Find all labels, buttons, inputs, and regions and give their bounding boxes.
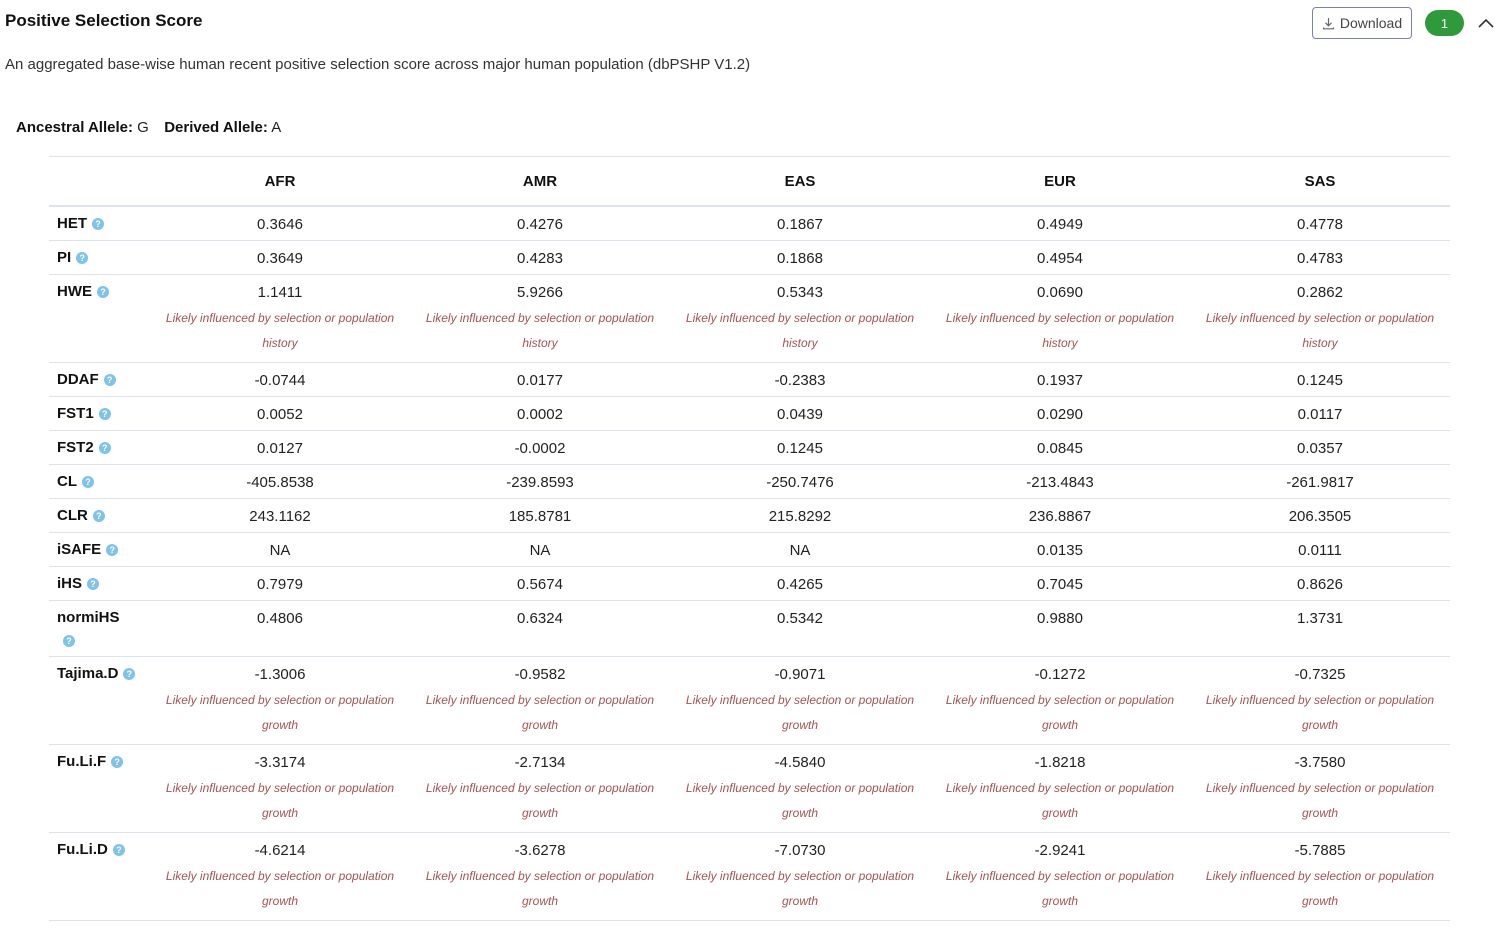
score-value: 5.9266 xyxy=(517,284,563,301)
score-cell xyxy=(1190,363,1450,397)
score-value: 0.8626 xyxy=(1297,576,1343,593)
score-cell xyxy=(930,657,1190,745)
help-icon[interactable]: ? xyxy=(99,408,111,420)
score-value: -3.7580 xyxy=(1294,754,1346,771)
help-icon[interactable]: ? xyxy=(113,844,125,856)
help-icon[interactable]: ? xyxy=(99,442,111,454)
interpretation-note: Likely influenced by selection or population history xyxy=(685,311,915,350)
interpretation-note: Likely influenced by selection or population growth xyxy=(1205,781,1435,820)
score-value: -5.7885 xyxy=(1294,842,1346,859)
score-cell xyxy=(670,465,930,499)
score-cell xyxy=(670,745,930,833)
score-value: 0.5674 xyxy=(517,576,563,593)
score-cell xyxy=(410,241,670,275)
interpretation-note: Likely influenced by selection or population growth xyxy=(945,781,1175,820)
score-cell xyxy=(1190,206,1450,241)
score-cell xyxy=(670,275,930,363)
score-value: 1.1411 xyxy=(257,284,303,301)
score-value: 0.4778 xyxy=(1297,216,1343,233)
score-value: -2.9241 xyxy=(1034,842,1086,859)
metric-cell xyxy=(49,833,150,921)
derived-allele-value: A xyxy=(271,119,282,136)
metric-cell xyxy=(49,431,150,465)
column-header: SAS xyxy=(1190,157,1450,207)
metric-name: iHS xyxy=(57,575,83,592)
score-value: 0.0439 xyxy=(777,406,823,423)
help-icon[interactable]: ? xyxy=(92,218,104,230)
score-cell xyxy=(670,397,930,431)
metric-name: iSAFE xyxy=(57,541,102,558)
ancestral-allele-label: Ancestral Allele: xyxy=(16,119,133,136)
interpretation-note: Likely influenced by selection or population history xyxy=(945,311,1175,350)
metric-cell xyxy=(49,206,150,241)
selection-score-table xyxy=(49,156,1450,921)
score-cell xyxy=(930,431,1190,465)
page-description: An aggregated base-wise human recent positive selection score across major human population (dbPSHP V1.2) xyxy=(5,56,751,73)
metric-name: HWE xyxy=(57,283,92,300)
download-label: Download xyxy=(1339,15,1403,31)
score-cell xyxy=(150,431,410,465)
score-value: 0.0845 xyxy=(1037,440,1083,457)
score-value: 0.1867 xyxy=(777,216,823,233)
metric-name: normiHS xyxy=(57,609,120,626)
score-cell xyxy=(150,241,410,275)
score-value: 0.5342 xyxy=(777,610,823,627)
score-value: 215.8292 xyxy=(768,508,832,525)
score-value: -239.8593 xyxy=(506,474,574,491)
column-header: AFR xyxy=(150,157,410,207)
score-value: -0.9582 xyxy=(514,666,566,683)
score-value: 0.7045 xyxy=(1037,576,1083,593)
score-value: 236.8867 xyxy=(1028,508,1092,525)
score-cell xyxy=(150,363,410,397)
score-cell xyxy=(930,397,1190,431)
score-cell xyxy=(150,206,410,241)
score-cell xyxy=(410,533,670,567)
score-value: -0.1272 xyxy=(1034,666,1086,683)
metric-cell xyxy=(49,465,150,499)
score-cell xyxy=(410,745,670,833)
score-value: 0.0002 xyxy=(517,406,563,423)
column-header-metric xyxy=(49,157,150,207)
score-cell xyxy=(670,601,930,657)
table-row xyxy=(49,499,1450,533)
score-value: 0.4265 xyxy=(777,576,823,593)
score-cell xyxy=(930,465,1190,499)
help-icon[interactable]: ? xyxy=(111,756,123,768)
table-row xyxy=(49,241,1450,275)
score-cell xyxy=(1190,241,1450,275)
score-cell xyxy=(670,567,930,601)
score-value: 0.9880 xyxy=(1037,610,1083,627)
score-cell xyxy=(150,533,410,567)
score-cell xyxy=(1190,833,1450,921)
score-value: 0.4949 xyxy=(1037,216,1083,233)
score-cell xyxy=(930,745,1190,833)
table-row xyxy=(49,833,1450,921)
metric-cell xyxy=(49,241,150,275)
score-cell xyxy=(930,833,1190,921)
table-row xyxy=(49,657,1450,745)
score-cell xyxy=(930,567,1190,601)
table-row xyxy=(49,431,1450,465)
score-value: 0.0111 xyxy=(1298,542,1342,559)
interpretation-note: Likely influenced by selection or population growth xyxy=(165,781,395,820)
table-row xyxy=(49,745,1450,833)
column-header: EAS xyxy=(670,157,930,207)
score-cell xyxy=(150,567,410,601)
metric-cell xyxy=(49,567,150,601)
score-value: 0.2862 xyxy=(1297,284,1343,301)
metric-cell xyxy=(49,745,150,833)
metric-cell xyxy=(49,363,150,397)
help-icon[interactable]: ? xyxy=(123,668,135,680)
score-cell xyxy=(1190,431,1450,465)
score-value: -3.6278 xyxy=(514,842,566,859)
metric-name: Tajima.D xyxy=(57,665,119,682)
interpretation-note: Likely influenced by selection or population growth xyxy=(945,693,1175,732)
score-cell xyxy=(1190,465,1450,499)
score-cell xyxy=(930,533,1190,567)
score-cell xyxy=(930,601,1190,657)
score-cell xyxy=(1190,657,1450,745)
score-cell xyxy=(1190,499,1450,533)
score-cell xyxy=(410,275,670,363)
score-value: 0.3646 xyxy=(257,216,303,233)
table-row xyxy=(49,275,1450,363)
help-icon[interactable]: ? xyxy=(97,286,109,298)
score-value: -0.0002 xyxy=(514,440,566,457)
table-row xyxy=(49,533,1450,567)
score-value: 0.0177 xyxy=(517,372,563,389)
score-cell xyxy=(930,241,1190,275)
metric-cell xyxy=(49,601,150,657)
score-value: 0.1937 xyxy=(1037,372,1083,389)
score-cell xyxy=(670,499,930,533)
score-value: -0.7325 xyxy=(1294,666,1346,683)
help-icon[interactable]: ? xyxy=(76,252,88,264)
score-cell xyxy=(930,275,1190,363)
table-row xyxy=(49,206,1450,241)
score-cell xyxy=(410,833,670,921)
score-value: -7.0730 xyxy=(774,842,826,859)
interpretation-note: Likely influenced by selection or population growth xyxy=(165,869,395,908)
score-cell xyxy=(150,833,410,921)
interpretation-note: Likely influenced by selection or population growth xyxy=(425,781,655,820)
metric-name: PI xyxy=(57,249,72,266)
metric-cell xyxy=(49,499,150,533)
score-cell xyxy=(670,533,930,567)
score-cell xyxy=(1190,397,1450,431)
score-value: 0.7979 xyxy=(257,576,303,593)
score-value: -0.2383 xyxy=(774,372,826,389)
score-value: -0.9071 xyxy=(774,666,826,683)
interpretation-note: Likely influenced by selection or population history xyxy=(165,311,395,350)
download-button[interactable] xyxy=(1312,7,1412,39)
count-badge: 1 xyxy=(1425,10,1464,36)
score-cell xyxy=(1190,567,1450,601)
table-row xyxy=(49,601,1450,657)
metric-name: DDAF xyxy=(57,371,99,388)
score-value: 0.5343 xyxy=(777,284,823,301)
download-icon xyxy=(1322,17,1335,30)
table-row xyxy=(49,567,1450,601)
interpretation-note: Likely influenced by selection or population growth xyxy=(945,869,1175,908)
help-icon[interactable]: ? xyxy=(106,544,118,556)
help-icon[interactable]: ? xyxy=(82,476,94,488)
score-value: -2.7134 xyxy=(514,754,566,771)
score-value: 206.3505 xyxy=(1288,508,1352,525)
score-value: -1.3006 xyxy=(254,666,306,683)
table-header-row xyxy=(49,157,1450,207)
column-header: EUR xyxy=(930,157,1190,207)
metric-cell xyxy=(49,275,150,363)
score-cell xyxy=(1190,275,1450,363)
score-value: 0.0290 xyxy=(1037,406,1083,423)
metric-name: CLR xyxy=(57,507,88,524)
score-cell xyxy=(1190,745,1450,833)
score-value: -3.3174 xyxy=(254,754,306,771)
metric-name: FST2 xyxy=(57,439,94,456)
score-cell xyxy=(410,431,670,465)
score-value: 0.4276 xyxy=(517,216,563,233)
score-cell xyxy=(410,567,670,601)
score-value: 0.0690 xyxy=(1037,284,1083,301)
score-cell xyxy=(1190,533,1450,567)
interpretation-note: Likely influenced by selection or population growth xyxy=(685,781,915,820)
score-value: -250.7476 xyxy=(766,474,834,491)
interpretation-note: Likely influenced by selection or population growth xyxy=(425,869,655,908)
score-cell xyxy=(150,397,410,431)
score-value: 0.4954 xyxy=(1037,250,1083,267)
table-row xyxy=(49,363,1450,397)
derived-allele-label: Derived Allele: xyxy=(164,119,268,136)
score-cell xyxy=(930,206,1190,241)
interpretation-note: Likely influenced by selection or population growth xyxy=(425,693,655,732)
metric-name: Fu.Li.D xyxy=(57,841,108,858)
score-cell xyxy=(150,499,410,533)
score-cell xyxy=(150,465,410,499)
score-cell xyxy=(670,431,930,465)
interpretation-note: Likely influenced by selection or population growth xyxy=(685,693,915,732)
score-cell xyxy=(1190,601,1450,657)
score-value: -405.8538 xyxy=(246,474,314,491)
score-value: 0.1245 xyxy=(1297,372,1343,389)
help-icon[interactable]: ? xyxy=(63,635,75,647)
column-header: AMR xyxy=(410,157,670,207)
score-cell xyxy=(150,601,410,657)
score-cell xyxy=(670,206,930,241)
score-value: 0.6324 xyxy=(517,610,563,627)
interpretation-note: Likely influenced by selection or population history xyxy=(425,311,655,350)
score-cell xyxy=(410,465,670,499)
score-cell xyxy=(670,363,930,397)
score-value: NA xyxy=(269,542,291,559)
score-value: 0.0117 xyxy=(1297,406,1343,423)
score-cell xyxy=(670,657,930,745)
score-value: -0.0744 xyxy=(254,372,306,389)
score-value: 243.1162 xyxy=(249,508,311,525)
metric-name: CL xyxy=(57,473,77,490)
score-value: 0.0357 xyxy=(1297,440,1343,457)
score-value: 185.8781 xyxy=(508,508,572,525)
score-cell xyxy=(150,745,410,833)
score-value: 0.0135 xyxy=(1037,542,1083,559)
score-cell xyxy=(670,833,930,921)
help-icon[interactable]: ? xyxy=(104,374,116,386)
score-cell xyxy=(150,275,410,363)
score-cell xyxy=(150,657,410,745)
score-cell xyxy=(410,206,670,241)
score-value: NA xyxy=(789,542,811,559)
table-row xyxy=(49,465,1450,499)
score-cell xyxy=(410,499,670,533)
score-value: 0.3649 xyxy=(257,250,303,267)
score-value: 0.4283 xyxy=(517,250,563,267)
metric-cell xyxy=(49,397,150,431)
metric-name: HET xyxy=(57,215,87,232)
interpretation-note: Likely influenced by selection or population history xyxy=(1205,311,1435,350)
score-cell xyxy=(410,397,670,431)
score-value: 1.3731 xyxy=(1297,610,1343,627)
score-value: -4.6214 xyxy=(254,842,306,859)
table-row xyxy=(49,397,1450,431)
interpretation-note: Likely influenced by selection or population growth xyxy=(165,693,395,732)
score-cell xyxy=(410,657,670,745)
score-value: NA xyxy=(529,542,551,559)
ancestral-allele-value: G xyxy=(137,119,149,136)
metric-cell xyxy=(49,533,150,567)
metric-name: FST1 xyxy=(57,405,94,422)
score-value: 0.4806 xyxy=(257,610,303,627)
score-value: -4.5840 xyxy=(774,754,826,771)
help-icon[interactable]: ? xyxy=(93,510,105,522)
score-value: 0.1868 xyxy=(777,250,823,267)
metric-name: Fu.Li.F xyxy=(57,753,107,770)
score-cell xyxy=(670,241,930,275)
score-value: 0.4783 xyxy=(1297,250,1343,267)
metric-cell xyxy=(49,657,150,745)
score-cell xyxy=(410,601,670,657)
score-value: -261.9817 xyxy=(1286,474,1354,491)
score-value: -213.4843 xyxy=(1026,474,1094,491)
score-cell xyxy=(930,499,1190,533)
help-icon[interactable]: ? xyxy=(87,578,99,590)
score-value: -1.8218 xyxy=(1034,754,1086,771)
interpretation-note: Likely influenced by selection or population growth xyxy=(1205,869,1435,908)
score-value: 0.0127 xyxy=(257,440,303,457)
score-cell xyxy=(410,363,670,397)
score-value: 0.1245 xyxy=(777,440,823,457)
interpretation-note: Likely influenced by selection or population growth xyxy=(685,869,915,908)
page-title: Positive Selection Score xyxy=(5,11,203,30)
interpretation-note: Likely influenced by selection or population growth xyxy=(1205,693,1435,732)
score-value: 0.0052 xyxy=(257,406,303,423)
score-cell xyxy=(930,363,1190,397)
chevron-up-icon[interactable] xyxy=(1476,14,1496,32)
allele-info xyxy=(16,119,281,136)
